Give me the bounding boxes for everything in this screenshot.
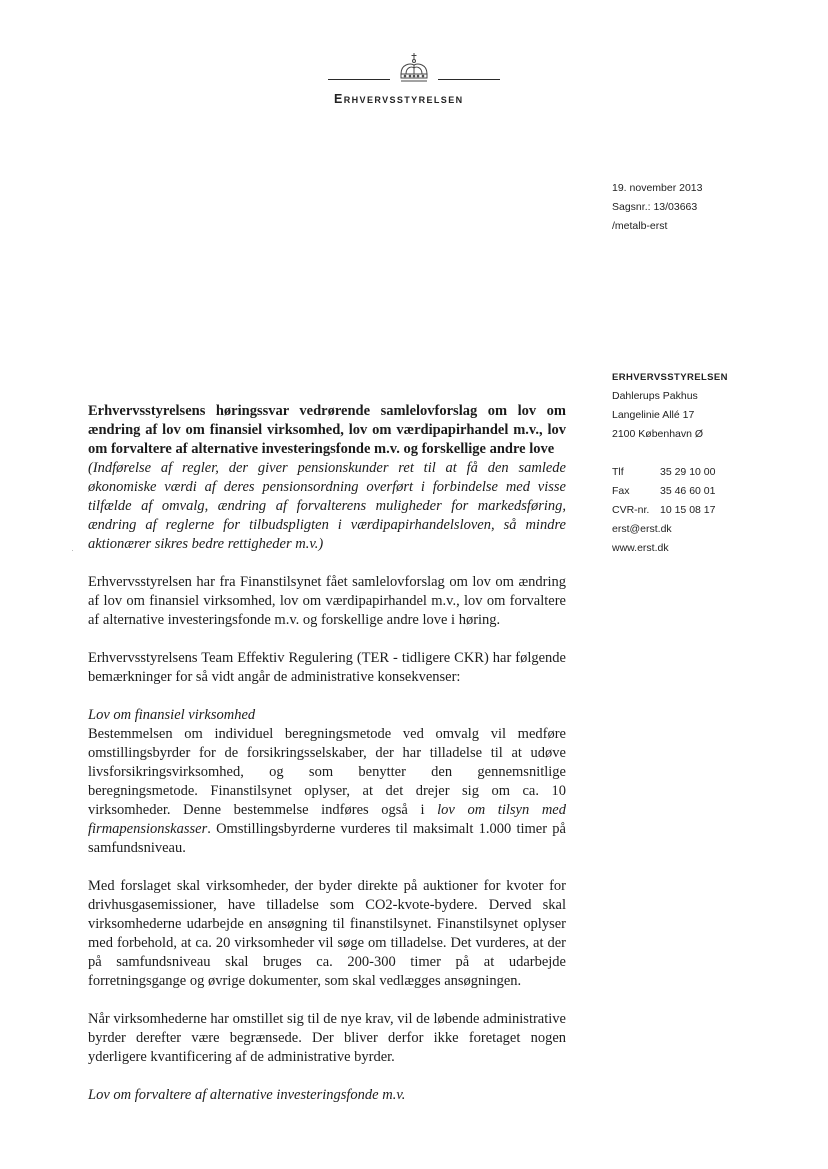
contact-value: 35 29 10 00: [660, 466, 716, 478]
contact-fax: [612, 482, 812, 501]
website-link[interactable]: www.erst.dk: [612, 542, 669, 554]
contact-value: 10 15 08 17: [660, 504, 716, 516]
address-line: 2100 København Ø: [612, 428, 704, 440]
contact-value: 35 46 60 01: [660, 485, 716, 497]
email-link[interactable]: erst@erst.dk: [612, 523, 672, 535]
agency-logo: [328, 52, 500, 114]
section-heading: Lov om forvaltere af alternative investeringsfonde m.v.: [88, 1087, 406, 1103]
address-line: Dahlerups Pakhus: [612, 390, 698, 402]
logo-wordmark: Erhvervsstyrelsen: [334, 92, 464, 106]
section-heading: Lov om finansiel virksomhed: [88, 707, 256, 723]
text-run: . Omstillingsbyrderne vurderes til maksimalt 1.000 timer på samfundsniveau.: [88, 821, 566, 856]
reference: /metalb-erst: [612, 220, 668, 232]
document-title: Erhvervsstyrelsens høringssvar vedrørende samlelovforslag om lov om ændring af lov om finansiel virksomhed, lov om værdipapirhandel m.v., lov om forvaltere af alternative investeringsfonde m.v. og forskellige andre love: [88, 403, 566, 457]
body-paragraph: [88, 725, 566, 858]
body-paragraph: Når virksomhederne har omstillet sig til de nye krav, vil de løbende administrative byrder derefter være begrænsede. Der bliver derfor ikke foretaget nogen yderligere kvantificering af de administrative byrder.: [88, 1011, 566, 1065]
case-number: Sagsnr.: 13/03663: [612, 201, 698, 213]
contact-label: CVR-nr.: [612, 504, 650, 516]
contact-sidebar: [612, 368, 812, 558]
body-paragraph: Erhvervsstyrelsens Team Effektiv Regulering (TER - tidligere CKR) har følgende bemærkninger for så vidt angår de administrative konsekvenser:: [88, 650, 566, 685]
letter-meta: [612, 179, 702, 236]
document-subtitle: (Indførelse af regler, der giver pensionskunder ret til at få den samlede økonomiske værdi af deres pensionsordning overført i forbindelse med visse tilfælde af omvalg, ændring af forvalterens muligheder for markedsføring, ændring af reglerne for tilbudspligten i værdipapirhandelsloven, så mindre aktionærer sikres bedre rettigheder m.v.): [88, 460, 566, 552]
contact-phone: [612, 463, 812, 482]
body-paragraph: Med forslaget skal virksomheder, der byder direkte på auktioner for kvoter for drivhusgasemissioner, have tilladelse som CO2-kvote-bydere. Derved skal virksomhederne udarbejde en ansøgning til finanstilsynet. Finanstilsynet oplyser med forbehold, at ca. 20 virksomheder vil søge om tilladelse. Det vurderes, at der på samfundsniveau skal bruges ca. 200-300 timer på at udarbejde forretningsgange og øvrige dokumenter, som skal vedlægges ansøgningen.: [88, 878, 566, 989]
logo-rule-right: [438, 79, 500, 80]
crown-icon: [396, 52, 432, 86]
contact-cvr: [612, 501, 812, 520]
contact-label: Tlf: [612, 466, 624, 478]
address-line: Langelinie Allé 17: [612, 409, 695, 421]
law-reference: lov om tilsyn med firmapensionskasser: [88, 802, 566, 837]
text-run: Bestemmelsen om individuel beregningsmetode ved omvalg vil medføre omstillingsbyrder for de forsikringsselskaber, der har tilladelse til at udøve livsforsikringsvirksomhed, og som benytter den gennemsnitlige beregningsmetode. Finanstilsynet oplyser, at det drejer sig om ca. 10 virksomheder. Denne bestemmelse indføres også i: [88, 726, 566, 818]
letter-date: 19. november 2013: [612, 182, 703, 194]
logo-rule-left: [328, 79, 390, 80]
contact-label: Fax: [612, 485, 630, 497]
body-paragraph: Erhvervsstyrelsen har fra Finanstilsynet fået samlelovforslag om lov om ændring af lov om finansiel virksomhed, lov om værdipapirhandel m.v., lov om forvaltere af alternative investeringsfonde m.v. og forskellige andre love i høring.: [88, 574, 566, 628]
scan-mark: [72, 550, 73, 551]
sidebar-org-name: ERHVERVSSTYRELSEN: [612, 372, 728, 383]
letter-body: [88, 402, 566, 1105]
